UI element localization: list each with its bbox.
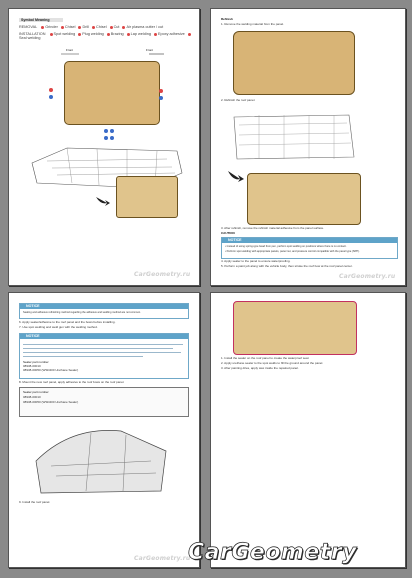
weld-marker xyxy=(159,89,163,93)
cargeometry-logo: CarGeometry xyxy=(188,540,357,565)
legend-item-label: Grinder xyxy=(45,25,58,29)
watermark: CarGeometry.ru xyxy=(339,273,396,280)
sealer-part-label: Sealer part number xyxy=(23,390,49,394)
step-2: 2. Refinish the roof panel. xyxy=(221,98,256,102)
removal-label: REMOVAL xyxy=(19,25,38,29)
manual-page-2 xyxy=(210,8,406,286)
legend-dot-icon xyxy=(50,33,53,36)
legend-dot-icon xyxy=(41,26,44,29)
legend-removal-row xyxy=(19,25,163,29)
legend-dot-icon xyxy=(92,26,95,29)
installation-label: INSTALLATION xyxy=(19,32,46,36)
legend-item-label: Plug welding xyxy=(82,32,104,36)
sealer-part-1: 08938-00010 xyxy=(23,395,41,399)
step-6: 6. Apply sealer/adhesive to the roof panel and the bows before installing. xyxy=(19,320,116,324)
legend-dot-icon xyxy=(154,33,157,36)
legend-dot-icon xyxy=(110,26,113,29)
legend-item-label: Drill xyxy=(82,25,89,29)
step-7: 7. Use spot welding and weld gun with the welding method. xyxy=(19,325,98,329)
front-label-right: Front xyxy=(146,48,154,52)
roof-install-illustration xyxy=(31,421,171,497)
weld-marker xyxy=(110,136,114,140)
body-frame-illustration xyxy=(229,107,359,165)
parts-table xyxy=(19,387,189,417)
legend-item-label: Brazing xyxy=(110,32,124,36)
step-1: 1. Install the sealer on the roof panel to create the waterproof seal. xyxy=(221,356,310,360)
sealer-part-label: Sealer part number xyxy=(23,360,49,364)
manual-page-3 xyxy=(8,292,200,568)
step-3: 3. After painting dries, apply wax inside the repaired panel. xyxy=(221,366,299,370)
legend-item-label: Spot welding xyxy=(53,32,76,36)
legend-dot-icon xyxy=(78,26,81,29)
notice-line: • Instead of using spring-type bead from pen, perform spot welding on positions where there is no contact. xyxy=(225,245,347,248)
weld-marker xyxy=(110,129,114,133)
step-8: 8. Mount the new roof panel, apply adhesive to the roof bows on the roof panel. xyxy=(19,380,125,384)
legend-installation-row xyxy=(19,32,199,40)
text-line xyxy=(23,352,181,353)
arrow-icon xyxy=(227,169,245,183)
legend-dot-icon xyxy=(107,33,110,36)
watermark: CarGeometry.ru xyxy=(134,555,191,562)
notice-box xyxy=(19,303,189,319)
notice-line: • Perform spot welding with appropriate panels, panel nut, and pressure control compatible with the panel type (SPP). xyxy=(225,250,360,253)
notice-header: NOTICE xyxy=(20,334,188,339)
step-3: 3. After refinish, remove the refinish material adhesive from the panel surface. xyxy=(221,226,325,230)
caution-label: CAUTION xyxy=(221,231,235,235)
text-line xyxy=(23,356,143,357)
weld-marker xyxy=(49,95,53,99)
sealer-part-2: 08938-00050 (WSD400 Urethane Sealer) xyxy=(23,368,79,372)
legend-dot-icon xyxy=(78,33,81,36)
text-line xyxy=(23,348,173,349)
section-title: Refinish xyxy=(221,17,233,21)
step-5: 5. Perform a paint job along with the vehicle body, then stroke the roof bow at the roof panel center. xyxy=(221,264,353,268)
weld-marker xyxy=(49,88,53,92)
legend-item-label: Air plasma cutter / cut xyxy=(126,25,164,29)
legend-dot-icon xyxy=(127,33,130,36)
notice-line: Sealing and adhesive refinishing method regarding the adhesive and welding method are not common. xyxy=(23,311,141,314)
arrow-icon xyxy=(95,195,111,207)
legend-item-label: Lap welding xyxy=(130,32,151,36)
sealer-part-2: 08938-00050 (WSD400 Urethane Sealer) xyxy=(23,400,79,404)
notice-header: NOTICE xyxy=(20,304,188,309)
sealer-part-1: 08938-00010 xyxy=(23,364,41,368)
legend-item-label: Cut xyxy=(113,25,120,29)
legend-item-label: Chisel xyxy=(96,25,107,29)
weld-marker xyxy=(104,136,108,140)
legend-item-label: Epoxy adhesive xyxy=(157,32,185,36)
legend-item-label: Seal welding xyxy=(19,36,41,40)
roof-panel-refinished xyxy=(247,173,361,225)
roof-panel-sealed xyxy=(233,301,357,355)
manual-page-1 xyxy=(8,8,200,286)
roof-panel-detail xyxy=(116,176,178,218)
manual-page-4 xyxy=(210,292,406,568)
legend-dot-icon xyxy=(188,33,191,36)
watermark: CarGeometry.ru xyxy=(134,271,191,278)
weld-marker xyxy=(159,96,163,100)
roof-panel-top-view xyxy=(233,31,355,95)
step-1: 1. Remove the welding material from the panel. xyxy=(221,22,284,26)
step-4: 4. Apply sealer to the panel to ensure waterproofing. xyxy=(221,259,291,263)
roof-panel-diagram xyxy=(64,61,160,125)
symbol-meaning-header: Symbol Meaning xyxy=(19,18,63,22)
notice-box xyxy=(221,237,398,259)
front-label: Front xyxy=(66,48,74,52)
legend-item-label: Chisel xyxy=(64,25,76,29)
notice-header: NOTICE xyxy=(222,238,397,243)
step-9: 9. Install the roof panel. xyxy=(19,500,51,504)
weld-marker xyxy=(104,129,108,133)
notice-box xyxy=(19,333,189,379)
text-line xyxy=(23,344,183,345)
step-2: 2. Apply urethane sealer to the spot welds to fill the ground around the panel. xyxy=(221,361,324,365)
legend-dot-icon xyxy=(61,26,64,29)
